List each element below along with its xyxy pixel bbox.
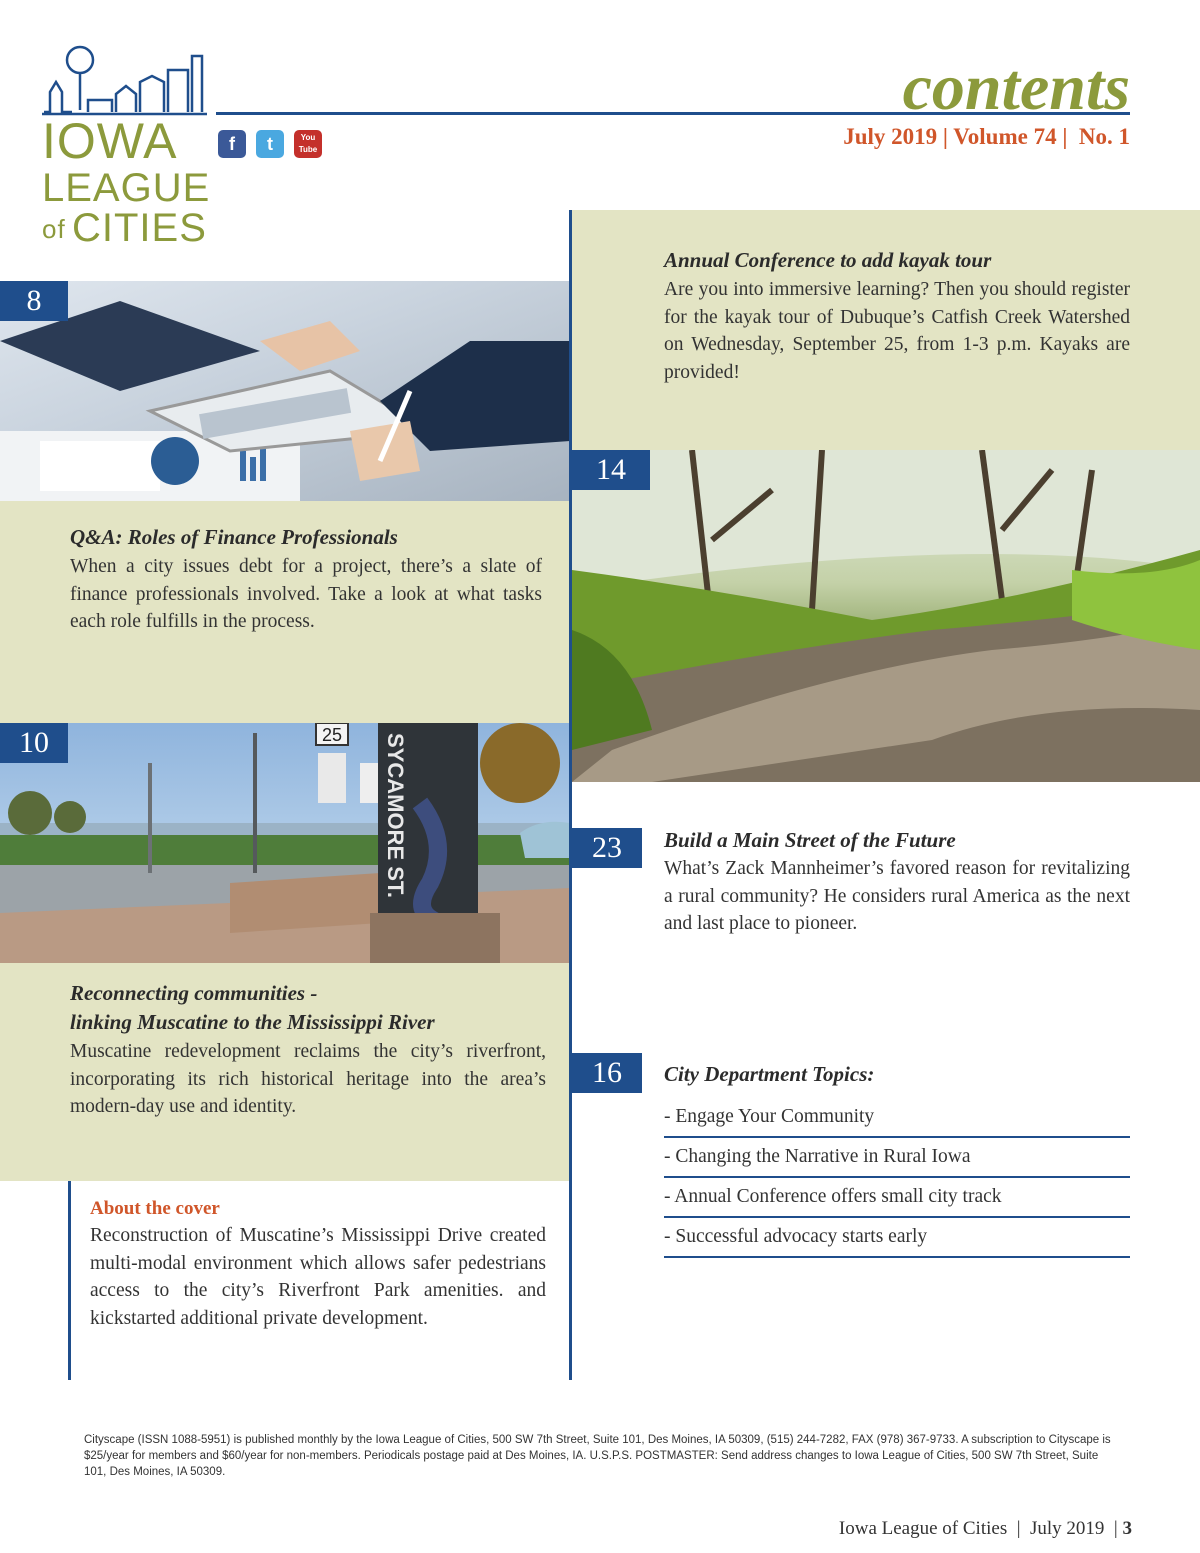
topics-title: City Department Topics: xyxy=(664,1062,875,1086)
finance-body: When a city issues debt for a project, there’s a slate of finance professionals involved. Take a look at what tasks each role fulfills in the process. xyxy=(70,556,542,632)
kayak-body: Are you into immersive learning? Then you should register for the kayak tour of Dubuque’s Catfish Creek Watershed on Wednesday, September 25, from 1-3 p.m. Kayaks are provided! xyxy=(664,279,1130,383)
muscatine-panel xyxy=(0,963,570,1181)
main-street-title[interactable]: Build a Main Street of the Future xyxy=(664,828,956,852)
cover-box xyxy=(90,1198,546,1332)
finance-title[interactable]: Q&A: Roles of Finance Professionals xyxy=(70,525,398,549)
sycamore-sign-text: SYCAMORE ST. xyxy=(383,733,408,899)
kayak-panel xyxy=(572,210,1200,450)
main-street-body: What’s Zack Mannheimer’s favored reason for revitalizing a rural community? He considers rural America as the next and last place to pioneer. xyxy=(664,858,1130,934)
page-badge-10: 10 xyxy=(0,723,68,763)
speed-limit-sign: 25 xyxy=(321,725,343,745)
logo-word-league: LEAGUE xyxy=(42,166,211,210)
muscatine-title-2[interactable]: linking Muscatine to the Mississippi River xyxy=(70,1010,435,1034)
page-badge-8: 8 xyxy=(0,281,68,321)
page-badge-23: 23 xyxy=(572,828,642,868)
topic-item[interactable]: - Engage Your Community xyxy=(664,1098,1130,1138)
creek-scene-icon xyxy=(572,450,1200,782)
topic-item[interactable]: - Annual Conference offers small city track xyxy=(664,1178,1130,1218)
topics-list xyxy=(664,1098,1130,1258)
issue-line: July 2019 | Volume 74 | No. 1 xyxy=(843,124,1130,149)
twitter-icon[interactable]: t xyxy=(256,130,284,158)
finance-panel xyxy=(0,501,570,723)
page-badge-16: 16 xyxy=(572,1053,642,1093)
facebook-icon[interactable]: f xyxy=(218,130,246,158)
logo xyxy=(40,42,215,250)
muscatine-photo xyxy=(0,723,570,963)
finance-scene-icon xyxy=(0,281,570,501)
muscatine-title-1[interactable]: Reconnecting communities - xyxy=(70,981,318,1005)
cover-title: About the cover xyxy=(90,1198,220,1219)
city-skyline-icon xyxy=(42,42,207,117)
kayak-title[interactable]: Annual Conference to add kayak tour xyxy=(664,248,992,272)
logo-word-of: of xyxy=(42,214,66,244)
creek-photo xyxy=(572,450,1200,782)
publication-info: Cityscape (ISSN 1088-5951) is published monthly by the Iowa League of Cities, 500 SW 7th Street, Suite 101, Des Moines, IA 50309, (515) 244-7282, FAX (978) 367-9733. A subscription to Cityscape is $25/year for members and $60/year for non-members. Periodicals postage paid at Des Moines, IA. U.S.P.S. POSTMASTER: Send address changes to Iowa League of Cities, 500 SW 7th Street, Suite 101, Des Moines, IA 50309. xyxy=(84,1434,1111,1478)
cover-box-left-rule xyxy=(68,1181,71,1380)
topic-item[interactable]: - Changing the Narrative in Rural Iowa xyxy=(664,1138,1130,1178)
riverfront-scene-icon xyxy=(0,723,570,963)
muscatine-body: Muscatine redevelopment reclaims the city’s riverfront, incorporating its rich historical heritage into the area’s modern-day use and identity. xyxy=(70,1041,546,1117)
page-title: contents xyxy=(902,51,1130,124)
page-badge-14: 14 xyxy=(572,450,650,490)
social-links xyxy=(218,130,328,160)
running-footer xyxy=(829,1496,1132,1540)
logo-word-cities: CITIES xyxy=(72,206,207,250)
youtube-icon[interactable]: You Tube xyxy=(294,130,322,158)
cover-body: Reconstruction of Muscatine’s Mississippi Drive created multi-modal environment which allows safer pedestrians access to the city’s Riverfront Park amenities. and kickstarted additional private development. xyxy=(90,1225,546,1329)
logo-word-iowa: IOWA xyxy=(42,113,178,169)
topic-item[interactable]: - Successful advocacy starts early xyxy=(664,1218,1130,1258)
page-number: 3 xyxy=(1122,1518,1132,1539)
running-footer-text: Iowa League of Cities | July 2019 | xyxy=(838,1518,1123,1539)
finance-photo xyxy=(0,281,570,501)
